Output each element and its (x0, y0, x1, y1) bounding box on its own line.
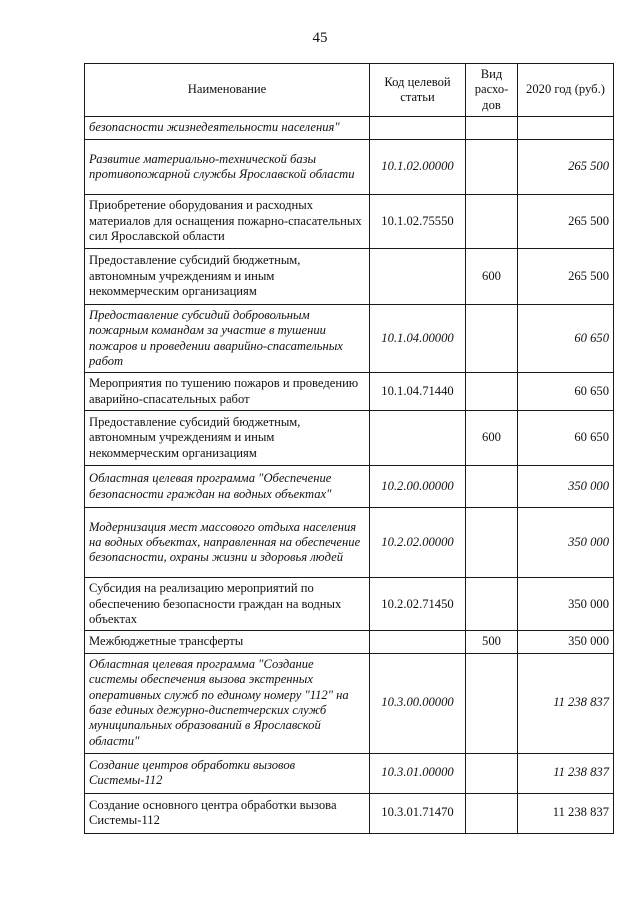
row-type (466, 793, 518, 833)
row-amount: 350 000 (518, 631, 614, 653)
row-code: 10.1.02.75550 (370, 195, 466, 249)
row-type (466, 508, 518, 578)
row-type: 500 (466, 631, 518, 653)
row-amount: 60 650 (518, 305, 614, 373)
row-amount: 60 650 (518, 373, 614, 411)
row-amount (518, 117, 614, 140)
row-type (466, 753, 518, 793)
row-code: 10.3.00.00000 (370, 653, 466, 753)
row-code (370, 411, 466, 466)
row-type (466, 373, 518, 411)
row-type: 600 (466, 411, 518, 466)
row-amount: 350 000 (518, 578, 614, 631)
page-number: 45 (312, 30, 328, 46)
budget-table (84, 63, 614, 834)
row-code (370, 631, 466, 653)
table-row (85, 653, 614, 753)
table-row (85, 195, 614, 249)
table-row (85, 631, 614, 653)
row-code: 10.3.01.00000 (370, 753, 466, 793)
row-code: 10.2.02.71450 (370, 578, 466, 631)
table-row (85, 117, 614, 140)
table-row (85, 508, 614, 578)
row-type (466, 305, 518, 373)
row-name: Межбюджетные трансферты (85, 631, 370, 653)
row-amount: 11 238 837 (518, 753, 614, 793)
table-header-row (85, 64, 614, 117)
row-name: Модернизация мест массового отдыха населения на водных объектах, направленная на обеспечение безопасности, охраны жизни и здоровья людей (85, 508, 370, 578)
row-name: Создание центров обработки вызовов Системы-112 (85, 753, 370, 793)
row-amount: 265 500 (518, 195, 614, 249)
row-amount: 265 500 (518, 249, 614, 305)
row-code: 10.1.04.00000 (370, 305, 466, 373)
row-code: 10.1.02.00000 (370, 140, 466, 195)
table-row (85, 373, 614, 411)
header-amount: 2020 год (руб.) (518, 64, 614, 117)
row-amount: 11 238 837 (518, 793, 614, 833)
row-type (466, 653, 518, 753)
row-type (466, 195, 518, 249)
header-code: Код целевой статьи (370, 64, 466, 117)
row-code (370, 249, 466, 305)
row-name: Развитие материально-технической базы противопожарной службы Ярославской области (85, 140, 370, 195)
table-row (85, 305, 614, 373)
table-row (85, 793, 614, 833)
table-row (85, 753, 614, 793)
table-row (85, 249, 614, 305)
row-name: Предоставление субсидий бюджетным, автономным учреждениям и иным некоммерческим организациям (85, 249, 370, 305)
row-type (466, 466, 518, 508)
header-type: Вид расхо-дов (466, 64, 518, 117)
row-name: безопасности жизнедеятельности населения" (85, 117, 370, 140)
table-row (85, 411, 614, 466)
header-name: Наименование (85, 64, 370, 117)
row-code (370, 117, 466, 140)
table-row (85, 466, 614, 508)
row-amount: 350 000 (518, 508, 614, 578)
row-code: 10.2.02.00000 (370, 508, 466, 578)
row-type (466, 117, 518, 140)
table-row (85, 578, 614, 631)
row-type: 600 (466, 249, 518, 305)
row-name: Предоставление субсидий бюджетным, автономным учреждениям и иным некоммерческим организациям (85, 411, 370, 466)
row-name: Создание основного центра обработки вызова Системы-112 (85, 793, 370, 833)
row-name: Предоставление субсидий добровольным пожарным командам за участие в тушении пожаров и проведении аварийно-спасательных работ (85, 305, 370, 373)
table-body (85, 117, 614, 834)
row-amount: 60 650 (518, 411, 614, 466)
row-name: Мероприятия по тушению пожаров и проведению аварийно-спасательных работ (85, 373, 370, 411)
row-name: Субсидия на реализацию мероприятий по обеспечению безопасности граждан на водных объектах (85, 578, 370, 631)
row-name: Областная целевая программа "Создание системы обеспечения вызова экстренных оперативных служб по единому номеру "112" на базе единых дежурно-диспетчерских служб муниципальных образований в Ярославской области" (85, 653, 370, 753)
row-type (466, 140, 518, 195)
row-amount: 11 238 837 (518, 653, 614, 753)
row-amount: 265 500 (518, 140, 614, 195)
row-code: 10.1.04.71440 (370, 373, 466, 411)
row-name: Приобретение оборудования и расходных материалов для оснащения пожарно-спасательных сил Ярославской области (85, 195, 370, 249)
row-code: 10.3.01.71470 (370, 793, 466, 833)
row-name: Областная целевая программа "Обеспечение безопасности граждан на водных объектах" (85, 466, 370, 508)
row-type (466, 578, 518, 631)
table-row (85, 140, 614, 195)
row-amount: 350 000 (518, 466, 614, 508)
row-code: 10.2.00.00000 (370, 466, 466, 508)
